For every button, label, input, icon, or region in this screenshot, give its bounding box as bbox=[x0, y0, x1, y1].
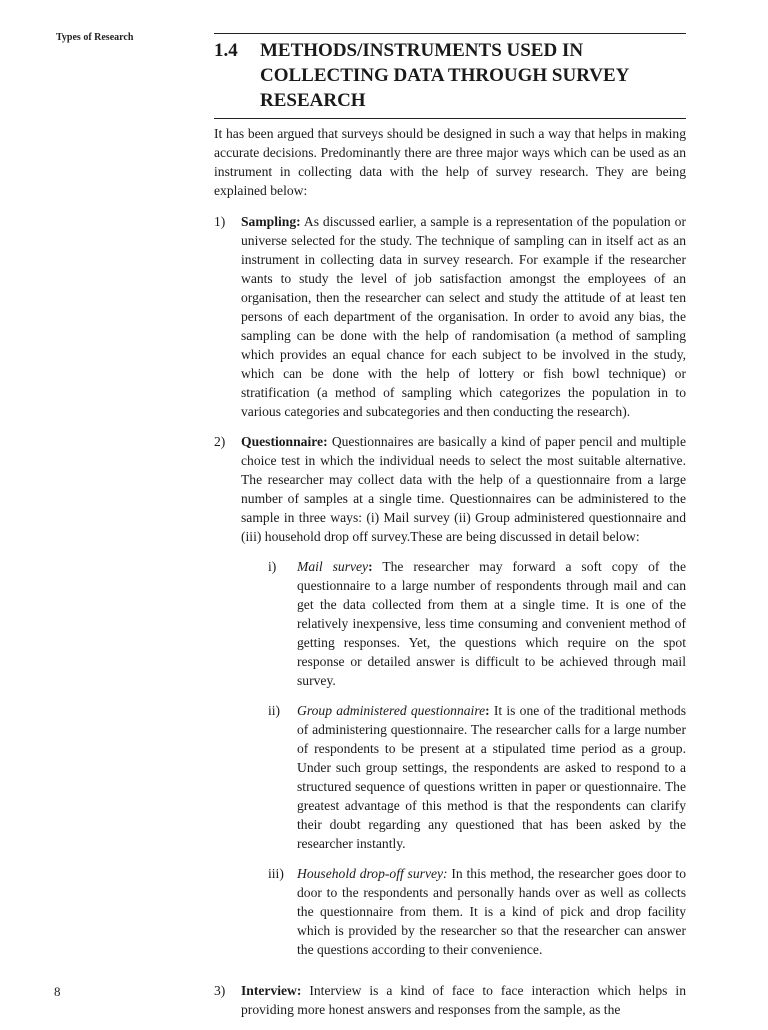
list-item-number: 1) bbox=[214, 214, 226, 229]
list-item-text: Questionnaires are basically a kind of paper pencil and multiple choice test in which the individual needs to select the most suitable alternative. The researcher may collect data with the help of a questionnaire from a large number of samples at a single time. Questionnaires can be administered to the sample in three ways: (i) Mail survey (ii) Group administered questionnaire and (iii) household drop off survey.These are being discussed in detail below: bbox=[241, 434, 686, 544]
list-item-sampling bbox=[214, 212, 686, 421]
sub-item-number: i) bbox=[268, 559, 277, 574]
sub-item-text: It is one of the traditional methods of administering questionnaire. The researcher calls for a large number of respondents to be present at a stipulated time period as a group. Under such group settings, the respondents are asked to respond to a structured sequence of questions written in paper or questionnaire. The greatest advantage of this method is that the respondents can clarify their doubt regarding any questioned that has been asked by the researcher instantly. bbox=[297, 703, 686, 851]
list-item-interview bbox=[214, 981, 686, 1019]
sub-item-group-questionnaire bbox=[268, 701, 686, 853]
term-group-questionnaire: Group administered questionnaire bbox=[297, 703, 486, 718]
list-item-body bbox=[241, 432, 686, 970]
section-number: 1.4 bbox=[214, 40, 238, 61]
term-colon: : bbox=[368, 559, 373, 574]
list-item-body bbox=[241, 212, 686, 421]
running-head: Types of Research bbox=[56, 32, 134, 43]
term-questionnaire: Questionnaire: bbox=[241, 434, 328, 449]
sub-list bbox=[268, 557, 686, 959]
list-item-number: 2) bbox=[214, 434, 226, 449]
list-item-text: Interview is a kind of face to face interaction which helps in providing more honest answers and responses from the sample, as the bbox=[241, 983, 686, 1017]
term-household-drop-off: Household drop-off survey: bbox=[297, 866, 448, 881]
sub-item-body bbox=[297, 557, 686, 690]
term-mail-survey: Mail survey bbox=[297, 559, 369, 574]
intro-paragraph: It has been argued that surveys should be designed in such a way that helps in making accurate decisions. Predominantly there are three major ways which can be used as an instrument in collecting data with the help of survey research. They are being explained below: bbox=[214, 126, 686, 198]
term-interview: Interview: bbox=[241, 983, 302, 998]
sub-item-mail-survey bbox=[268, 557, 686, 690]
sub-item-body bbox=[297, 701, 686, 853]
sub-item-number: iii) bbox=[268, 866, 284, 881]
page-content bbox=[214, 124, 686, 1030]
section-title: METHODS/INSTRUMENTS USED IN COLLECTING DATA THROUGH SURVEY RESEARCH bbox=[260, 40, 629, 111]
sub-item-text: The researcher may forward a soft copy of the questionnaire to a large number of respondents through mail and can get the data collected from them at a single time. It is one of the relatively inexpensive, less time consuming and convenient method of getting responses. Yet, the questions which require on the spot response or detailed answer is difficult to be achieved through mail survey. bbox=[297, 559, 686, 688]
section-heading bbox=[214, 33, 686, 119]
list-item-body bbox=[241, 981, 686, 1019]
list-item-number: 3) bbox=[214, 983, 226, 998]
term-colon: : bbox=[485, 703, 490, 718]
term-sampling: Sampling: bbox=[241, 214, 301, 229]
sub-item-number: ii) bbox=[268, 703, 281, 718]
page-number: 8 bbox=[54, 984, 61, 999]
list-item-text: As discussed earlier, a sample is a representation of the population or universe selected for the study. The technique of sampling can in itself act as an instrument in collecting data in survey research. For example if the researcher wants to study the level of job satisfaction amongst the employees of an organisation, then the researcher can select and study the attitude of at least ten persons of each department of the organisation. In order to avoid any bias, the sampling can be done with the help of randomisation (a method of sampling which provides an equal chance for each subject to be involved in the study, which can be done with the help of lottery or fish bowl technique) or stratification (a method of sampling which categorizes the population in to various categories and subcategories and then conducting the research). bbox=[241, 214, 686, 419]
list-item-questionnaire bbox=[214, 432, 686, 970]
sub-item-body bbox=[297, 864, 686, 959]
sub-item-text: In this method, the researcher goes door to door to the respondents and personally hands over as well as collects the questionnaire from them. It is a kind of pick and drop facility which is provided by the researcher so that the researcher can answer the questions according to their convenience. bbox=[297, 866, 686, 957]
sub-item-household-drop-off bbox=[268, 864, 686, 959]
